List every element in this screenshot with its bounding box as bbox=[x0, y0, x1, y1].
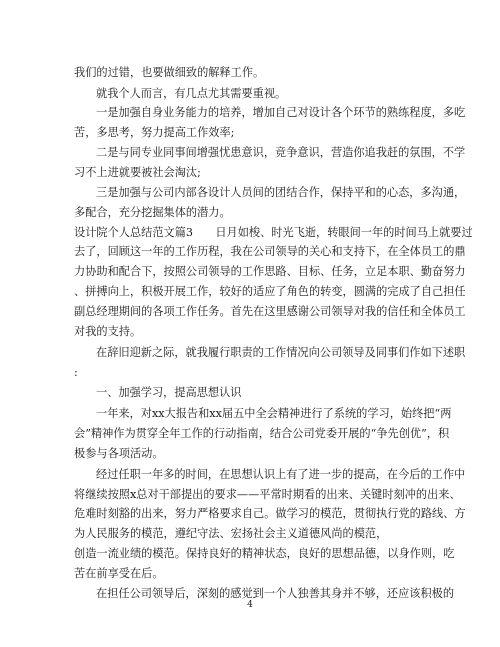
text-line: 经过任职一年多的时间，在思想认识上有了进一步的提高，在今后的工作中 bbox=[96, 468, 466, 481]
text-line: 苦在前享受在后。 bbox=[74, 567, 164, 580]
text-line: : bbox=[74, 366, 78, 379]
text-line: 在辞旧迎新之际，就我履行职责的工作情况向公司领导及同事们作如下述职 bbox=[96, 346, 466, 359]
text-line: 副总经理期间的各项工作任务。首先在这里感谢公司领导对我的信任和全体员工 bbox=[74, 305, 466, 318]
text-line: 会”精神作为贯穿全年工作的行动指南，结合公司党委开展的“争先创优”，积 bbox=[74, 427, 450, 440]
text-line: 创造一流业绩的模范。保持良好的精神状态，良好的思想品德，以身作则，吃 bbox=[74, 547, 455, 560]
page-number: 4 bbox=[247, 600, 253, 610]
text-line: 在担任公司领导后，深刻的感觉到一个人独善其身并不够，还应该积极的 bbox=[96, 587, 455, 600]
text-line: 设计院个人总结范文篇3 日月如梭、时光飞逝，转眼间一年的时间马上就要过 bbox=[74, 226, 473, 239]
text-line: 就我个人而言，有几点尤其需要重视。 bbox=[96, 87, 287, 100]
text-line: 对我的支持。 bbox=[74, 325, 142, 338]
text-line: 习不上进就要被社会淘汰; bbox=[74, 166, 201, 179]
text-line: 将继续按照x总对干部提出的要求——平常时期看的出来、关键时刻冲的出来、 bbox=[74, 488, 461, 501]
text-line: 极参与各项活动。 bbox=[74, 447, 164, 460]
text-line: 三是加强与公司内部各设计人员间的团结合作，保持平和的心态，多沟通， bbox=[96, 186, 466, 199]
text-line: 去了，回顾这一年的工作历程，我在公司领导的关心和支持下，在全体员工的鼎 bbox=[74, 245, 466, 258]
text-line: 二是与同专业同事间增强忧患意识，竞争意识，营造你追我赶的氛围，不学 bbox=[96, 146, 466, 159]
section-heading: 一、加强学习，提高思想认识 bbox=[96, 386, 242, 399]
text-line: 危难时刻豁的出来，努力严格要求自己。做学习的模范，贯彻执行党的路线、方 bbox=[74, 507, 466, 520]
text-line: 为人民服务的模范，遵纪守法、宏扬社会主义道德风尚的模范， bbox=[74, 527, 388, 540]
text-line: 我们的过错，也要做细致的解释工作。 bbox=[74, 66, 265, 79]
text-line: 苦，多思考，努力提高工作效率; bbox=[74, 126, 235, 139]
text-line: 多配合，充分挖掘集体的潜力。 bbox=[74, 206, 231, 219]
text-line: 一是加强自身业务能力的培养，增加自己对设计各个环节的熟练程度，多吃 bbox=[96, 106, 466, 119]
text-line: 一年来，对xx大报告和xx届五中全会精神进行了系统的学习，始终把“两 bbox=[96, 407, 452, 420]
text-line: 力协助和配合下，按照公司领导的工作思路、目标、任务，立足本职、勤奋努力 bbox=[74, 265, 466, 278]
text-line: 、拼搏向上，积极开展工作，较好的适应了角色的转变，圆满的完成了自己担任 bbox=[74, 285, 466, 298]
